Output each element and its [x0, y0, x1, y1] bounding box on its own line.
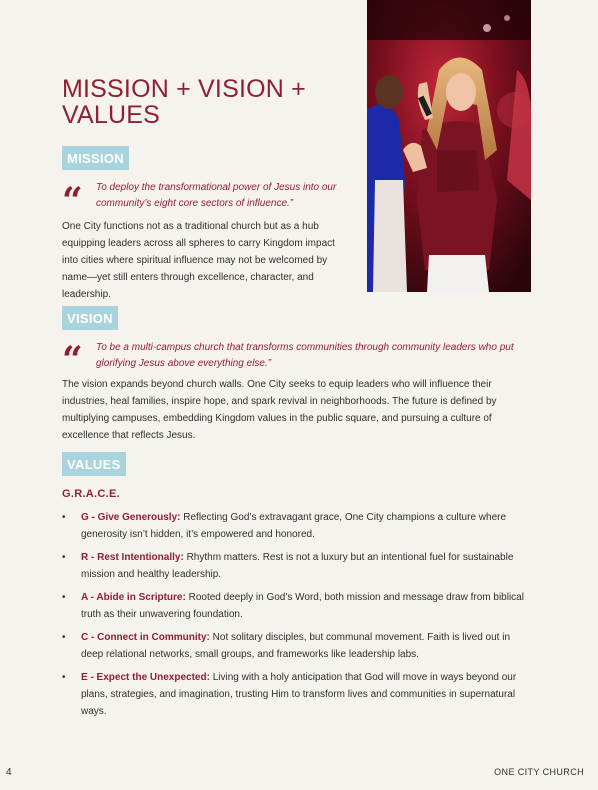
list-item — [62, 589, 532, 623]
list-item — [62, 549, 532, 583]
footer-org-name: ONE CITY CHURCH — [494, 767, 584, 777]
vision-body: The vision expands beyond church walls. One City seeks to equip leaders who will influence their industries, heal families, inspire hope, and spark revival in neighborhoods. The future is defined by multiplying campuses, embedding Kingdom values in the public square, and pursuing a culture of excellence that reflects Jesus. — [62, 379, 497, 441]
quote-mark-icon: “ — [62, 339, 83, 381]
value-term: E - Expect the Unexpected: — [81, 672, 210, 683]
value-text: Reflecting God’s extravagant grace, One City champions a culture where generosity isn’t hidden, it’s empowered and honored. — [81, 512, 507, 540]
mission-label: MISSION — [62, 146, 129, 170]
mission-quote: To deploy the transformational power of Jesus into our community’s eight core sectors of influence.” — [96, 182, 337, 209]
values-label: VALUES — [62, 452, 126, 476]
page-number: 4 — [6, 767, 12, 778]
vision-label: VISION — [62, 306, 118, 330]
value-text: Rhythm matters. Rest is not a luxury but an intentional fuel for sustainable mission and healthy leadership. — [81, 552, 514, 580]
vision-quote: To be a multi-campus church that transforms communities through community leaders who put glorifying Jesus above everything else.” — [96, 342, 514, 369]
values-acronym: G.R.A.C.E. — [62, 488, 121, 500]
list-item — [62, 669, 532, 720]
worship-photo — [367, 0, 531, 292]
list-item — [62, 629, 532, 663]
mission-body: One City functions not as a traditional church but as a hub equipping leaders across all spheres to carry Kingdom impact into cities where spiritual influence may not be welcomed by name—yet still enters through excellence, character, and leadership. — [62, 221, 335, 300]
value-term: A - Abide in Scripture: — [81, 592, 186, 603]
value-term: R - Rest Intentionally: — [81, 552, 184, 563]
value-term: G - Give Generously: — [81, 512, 181, 523]
page-title: MISSION + VISION + VALUES — [62, 75, 306, 129]
value-text: Rooted deeply in God’s Word, both mission and message draw from biblical truth as their unwavering foundation. — [81, 592, 524, 620]
value-text: Living with a holy anticipation that God will move in ways beyond our plans, strategies, and imagination, trusting Him to transform lives and communities in supernatural ways. — [81, 672, 517, 717]
list-item — [62, 509, 532, 543]
values-list — [62, 509, 532, 726]
quote-mark-icon: “ — [62, 180, 83, 222]
value-text: Not solitary disciples, but communal movement. Faith is lived out in deep relational networks, small groups, and frameworks like leadership labs. — [81, 632, 511, 660]
value-term: C - Connect in Community: — [81, 632, 210, 643]
